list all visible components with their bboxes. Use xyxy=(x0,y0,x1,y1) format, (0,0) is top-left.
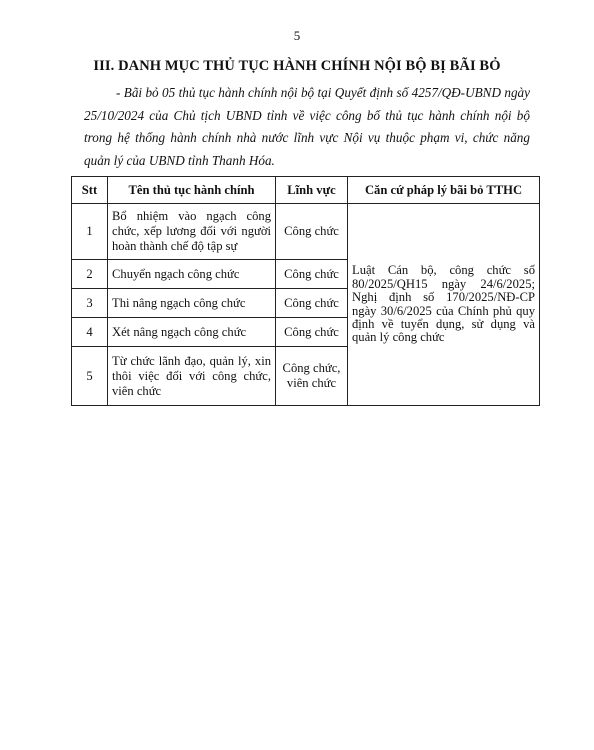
intro-paragraph xyxy=(84,82,530,172)
row-stt: 5 xyxy=(72,347,108,406)
row-procedure-name: Chuyển ngạch công chức xyxy=(108,260,276,289)
procedure-table xyxy=(71,176,540,406)
header-procedure-name: Tên thủ tục hành chính xyxy=(108,177,276,204)
header-field: Lĩnh vực xyxy=(276,177,348,204)
header-legal-basis: Căn cứ pháp lý bãi bỏ TTHC xyxy=(348,177,540,204)
header-stt: Stt xyxy=(72,177,108,204)
row-procedure-name: Xét nâng ngạch công chức xyxy=(108,318,276,347)
row-field: Công chức xyxy=(276,204,348,260)
row-procedure-name: Bổ nhiệm vào ngạch công chức, xếp lương đối với người hoàn thành chế độ tập sự xyxy=(108,204,276,260)
section-title: III. DANH MỤC THỦ TỤC HÀNH CHÍNH NỘI BỘ BỊ BÃI BỎ xyxy=(93,58,501,74)
row-field: Công chức xyxy=(276,260,348,289)
legal-basis-cell: Luật Cán bộ, công chức số 80/2025/QH15 ngày 24/6/2025; Nghị định số 170/2025/NĐ-CP ngày 30/6/2025 của Chính phủ quy định về tuyển dụng, sử dụng và quản lý công chức xyxy=(348,204,540,406)
table-header-row xyxy=(72,177,540,204)
table-row xyxy=(72,204,540,260)
intro-text: - Bãi bỏ 05 thủ tục hành chính nội bộ tại Quyết định số 4257/QĐ-UBND ngày 25/10/2024 của Chủ tịch UBND tỉnh về việc công bố thủ tục hành chính nội bộ trong hệ thống hành chính nhà nước lĩnh vực Nội vụ thuộc phạm vi, chức năng quản lý của UBND tỉnh Thanh Hóa. xyxy=(84,85,530,168)
row-stt: 1 xyxy=(72,204,108,260)
row-field: Công chức, viên chức xyxy=(276,347,348,406)
row-stt: 2 xyxy=(72,260,108,289)
page-number: 5 xyxy=(293,28,301,43)
row-procedure-name: Từ chức lãnh đạo, quản lý, xin thôi việc đối với công chức, viên chức xyxy=(108,347,276,406)
row-field: Công chức xyxy=(276,318,348,347)
row-stt: 4 xyxy=(72,318,108,347)
row-field: Công chức xyxy=(276,289,348,318)
row-stt: 3 xyxy=(72,289,108,318)
row-procedure-name: Thi nâng ngạch công chức xyxy=(108,289,276,318)
